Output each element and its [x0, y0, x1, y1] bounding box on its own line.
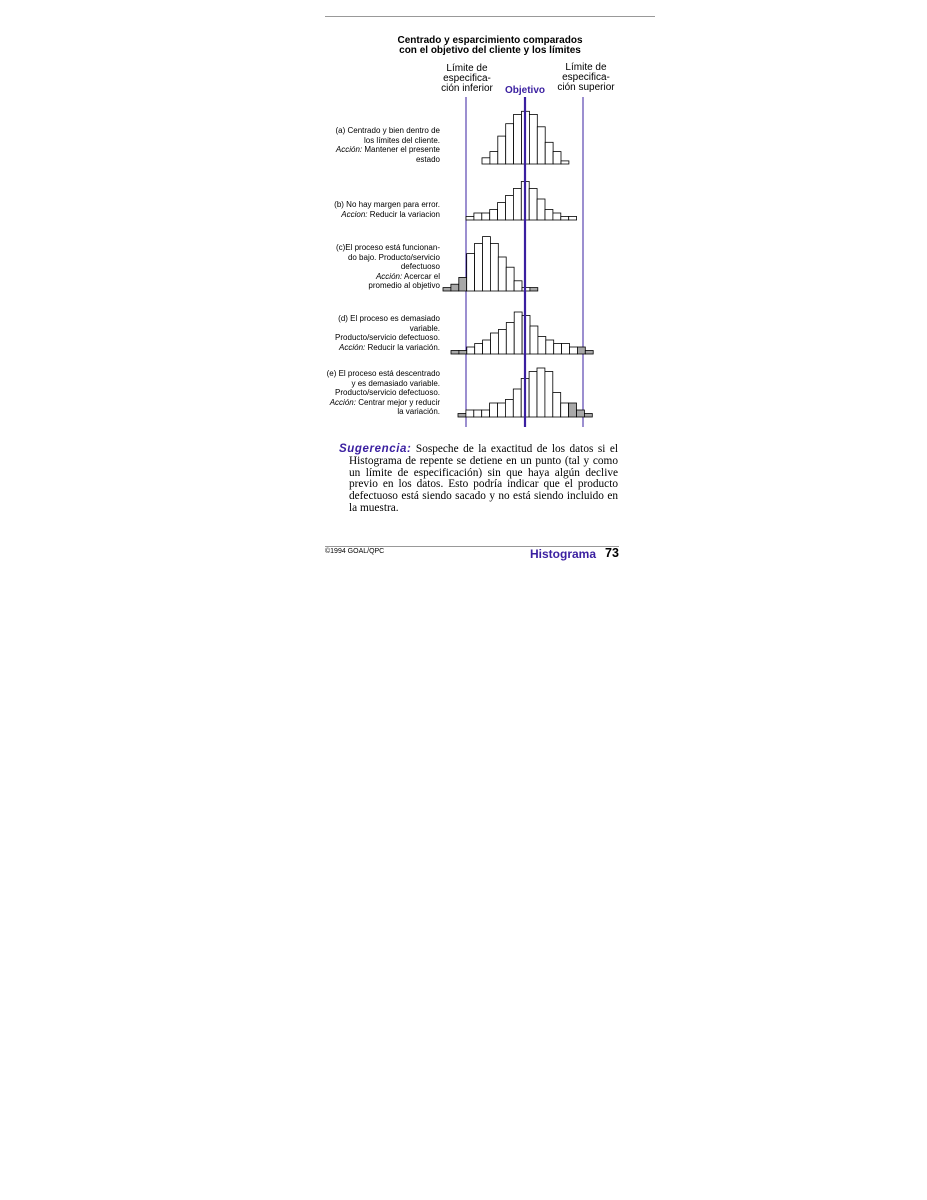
histogram-e-bar — [577, 410, 585, 417]
histogram-a-bar — [545, 142, 553, 164]
histogram-a-bar — [514, 114, 522, 164]
histogram-e-bar — [482, 410, 490, 417]
histogram-b-bar — [466, 217, 474, 221]
histogram-d-bar — [577, 347, 585, 354]
case-c-caption: (c)El proceso está funcionan- do bajo. Producto/servicio defectuoso Acción: Acercar el promedio al objetivo — [335, 243, 440, 291]
histogram-b-bar — [474, 213, 482, 220]
histogram-b-bar — [545, 210, 553, 221]
histogram-b-bar — [537, 199, 545, 220]
case-d-caption: (d) El proceso es demasiado variable. Producto/servicio defectuoso. Acción: Reducir la variación. — [335, 314, 440, 352]
histogram-c-bar — [443, 288, 451, 291]
histogram-d-bar — [467, 347, 475, 354]
histogram-d-bar — [514, 312, 522, 354]
histogram-a-bar — [553, 152, 561, 164]
histogram-e-bar — [553, 393, 561, 418]
histogram-e-bar — [466, 410, 474, 417]
target-label: Objetivo — [505, 85, 546, 96]
histogram-b-bar — [569, 217, 577, 221]
case-a-caption: (a) Centrado y bien dentro de los límites del cliente. Acción: Mantener el presente estado — [335, 126, 440, 164]
tip-paragraph — [339, 443, 619, 515]
copyright: ©1994 GOAL/QPC — [325, 548, 385, 555]
tip-text: Sospeche de la exactitud de los datos si el Histograma de repente se detiene en un punto (tal y como un límite de especificación) sin que haya algún declive previo en los datos. Esto podría indicar que el producto defectuoso está siendo sacado y no está siendo incluido en la muestra. — [349, 443, 619, 514]
histogram-e-bar — [584, 414, 592, 418]
histogram-b-bar — [553, 213, 561, 220]
histogram-d-bar — [475, 344, 483, 355]
histogram-b-bar — [529, 189, 537, 221]
histogram-a-bar — [506, 124, 514, 164]
histogram-a-bar — [529, 114, 537, 164]
histogram-e-bar — [561, 403, 569, 417]
histogram-b-bar — [482, 213, 490, 220]
histogram-d-bar — [483, 340, 491, 354]
histogram-e-bar — [513, 389, 521, 417]
figure-title-line-1: Centrado y esparcimiento comparados — [397, 35, 583, 46]
histogram-c-bar — [459, 277, 467, 291]
histogram-e-bar — [474, 410, 482, 417]
histogram-d-bar — [585, 351, 593, 355]
histogram-a-bar — [490, 152, 498, 164]
histogram-d-bar — [491, 333, 499, 354]
case-b-caption: (b) No hay margen para error. Accion: Reducir la variacion — [334, 200, 440, 219]
histogram-d-bar — [506, 323, 514, 355]
histogram-b-bar — [561, 217, 569, 221]
histogram-c-bar — [506, 267, 514, 291]
histogram-c-bar — [514, 281, 522, 291]
histogram-e-bar — [498, 403, 506, 417]
histogram-d-bar — [546, 340, 554, 354]
histogram-c-bar — [483, 237, 491, 291]
histogram-b-bar — [490, 210, 498, 221]
histogram-c-bar — [498, 257, 506, 291]
histogram-e-bar — [529, 372, 537, 418]
case-e-caption: (e) El proceso está descentrado y es demasiado variable. Producto/servicio defectuoso. Acción: Centrar mejor y reducir la variación. — [326, 369, 440, 417]
histogram-a-bar — [498, 136, 506, 164]
histogram-a-bar — [482, 158, 490, 164]
histogram-c-bar — [467, 254, 475, 291]
histogram-e-bar — [537, 368, 545, 417]
histogram-c-bar — [475, 243, 483, 291]
page-number: 73 — [605, 546, 619, 560]
histogram-e-bar — [569, 403, 577, 417]
histogram-d-bar — [459, 351, 467, 355]
histogram-d-bar — [554, 344, 562, 355]
histogram-d-bar — [451, 351, 459, 355]
tip-lead: Sugerencia: — [339, 443, 412, 455]
upper-spec-limit-label: Límite de especifica- ción superior — [557, 62, 615, 93]
histogram-d-bar — [538, 337, 546, 355]
histogram-d-bar — [498, 330, 506, 355]
histogram-a-bar — [537, 127, 545, 164]
figure-title-line-2: con el objetivo del cliente y los límites — [399, 45, 581, 56]
histogram-d-bar — [570, 347, 578, 354]
histogram-a-bar — [561, 161, 569, 164]
lower-spec-limit-label: Límite de especifica- ción inferior — [441, 63, 493, 94]
histogram-b-bar — [498, 203, 506, 221]
histogram-b-bar — [513, 189, 521, 221]
histogram-c-bar — [451, 284, 459, 291]
histogram-e-bar — [505, 400, 513, 418]
histogram-e-bar — [490, 403, 498, 417]
histogram-c-bar — [490, 243, 498, 291]
histogram-d-bar — [530, 326, 538, 354]
section-title: Histograma — [530, 547, 597, 561]
histogram-e-bar — [545, 372, 553, 418]
histogram-c-bar — [530, 288, 538, 291]
histogram-e-bar — [458, 414, 466, 418]
histogram-d-bar — [562, 344, 570, 355]
histogram-b-bar — [506, 196, 514, 221]
